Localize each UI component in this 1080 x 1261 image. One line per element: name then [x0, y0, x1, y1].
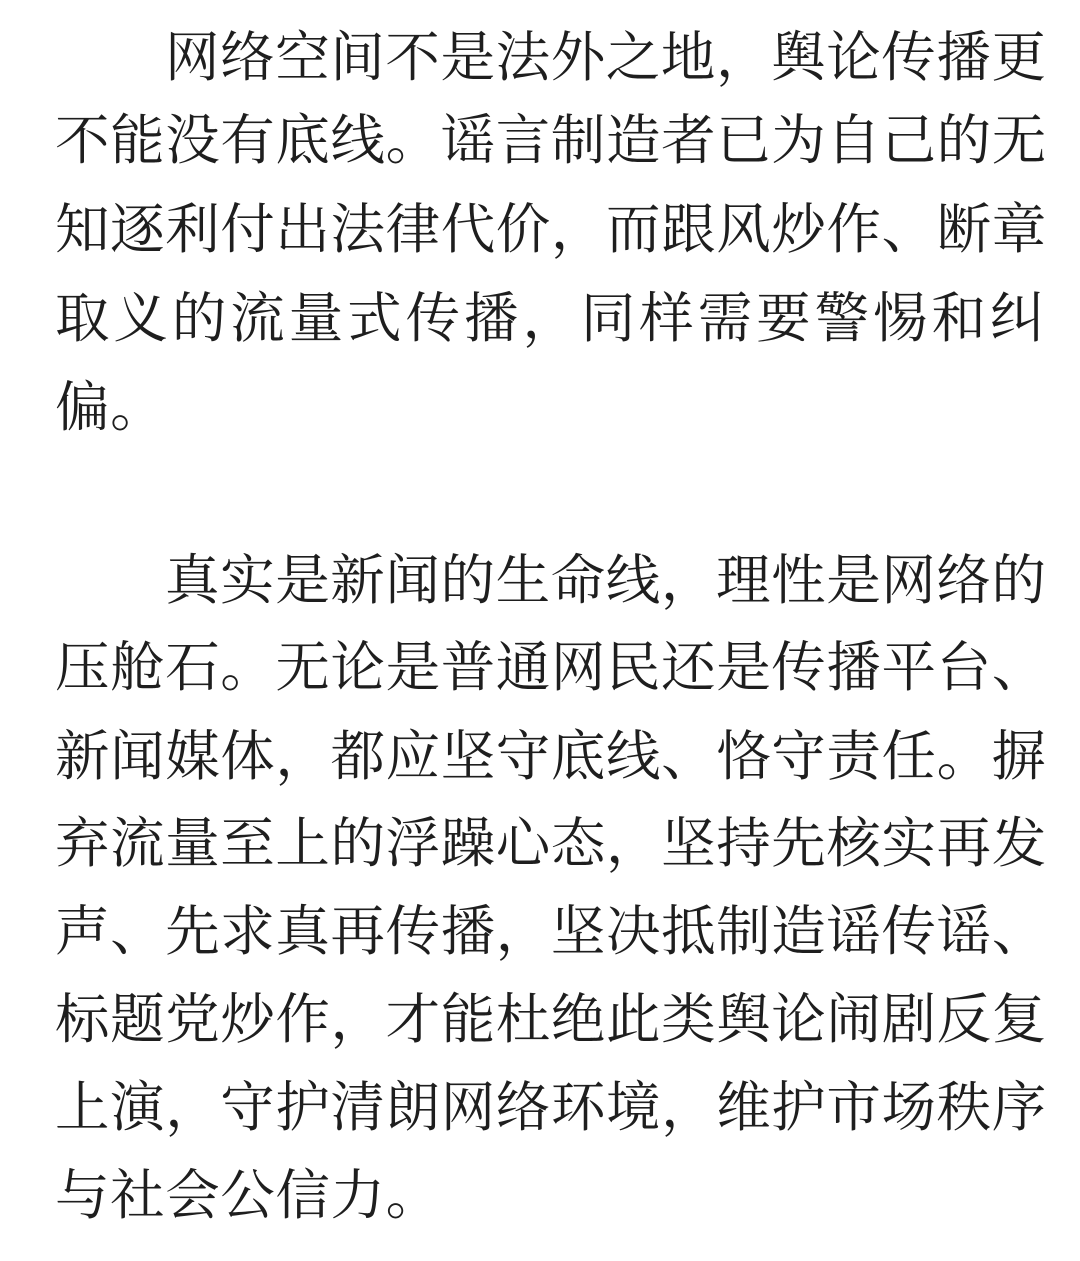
text-line: 上演，守护清朗网络环境，维护市场秩序 [55, 1075, 1047, 1139]
text-line: 网络空间不是法外之地，舆论传播更 [165, 25, 1047, 89]
text-line: 压舱石。无论是普通网民还是传播平台、 [55, 635, 1047, 699]
text-line: 新闻媒体，都应坚守底线、恪守责任。摒 [55, 724, 1047, 788]
text-line: 声、先求真再传播，坚决抵制造谣传谣、 [55, 899, 1047, 963]
text-line: 真实是新闻的生命线，理性是网络的 [165, 548, 1047, 612]
text-line: 偏。 [55, 375, 166, 439]
text-line: 取义的流量式传播，同样需要警惕和纠 [55, 286, 1045, 350]
text-line: 不能没有底线。谣言制造者已为自己的无 [55, 108, 1047, 172]
text-line: 与社会公信力。 [55, 1163, 441, 1227]
text-line: 知逐利付出法律代价，而跟风炒作、断章 [55, 197, 1047, 261]
text-line: 弃流量至上的浮躁心态，坚持先核实再发 [55, 811, 1047, 875]
text-line: 标题党炒作，才能杜绝此类舆论闹剧反复 [55, 987, 1047, 1051]
